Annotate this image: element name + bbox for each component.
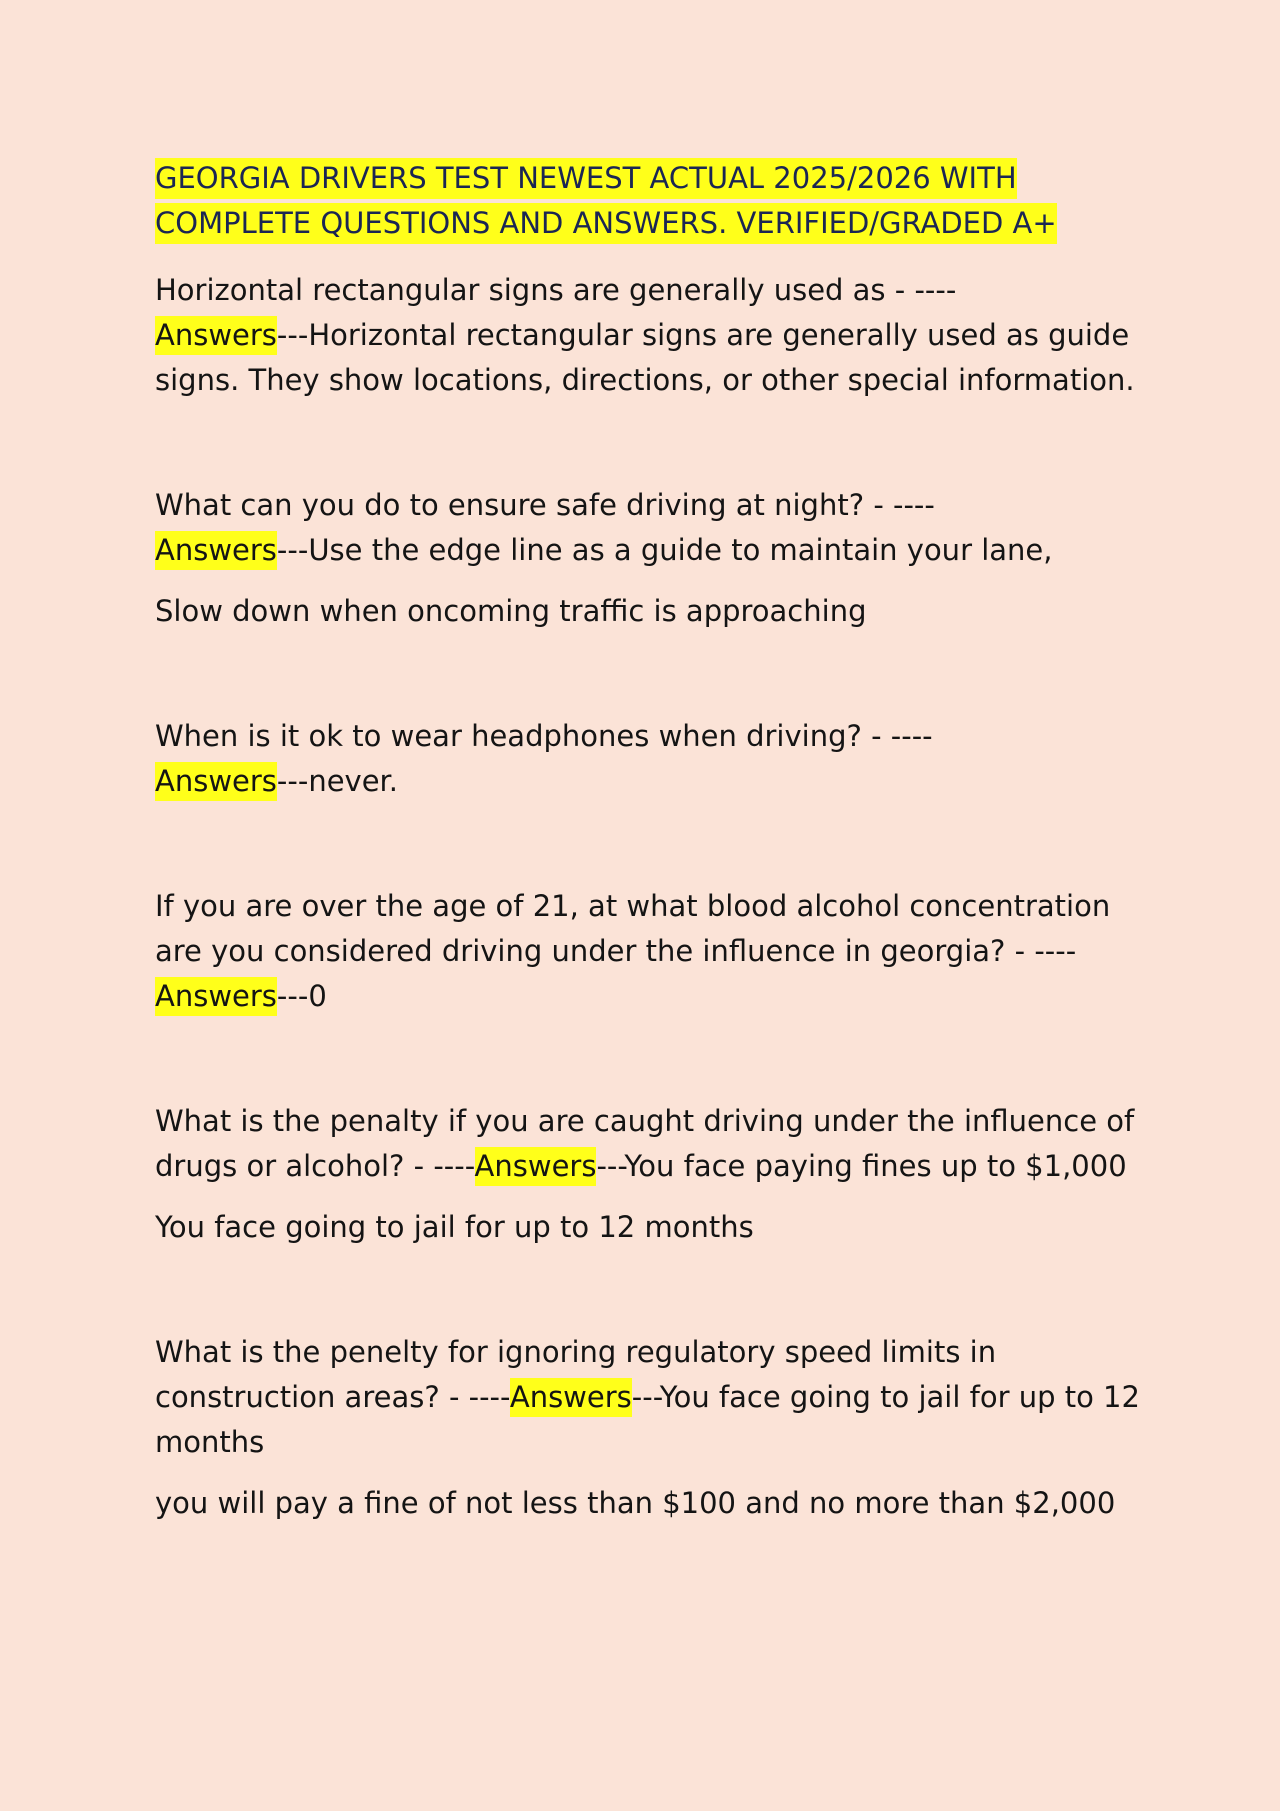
question-text: Horizontal rectangular signs are generally used as - ----: [155, 273, 957, 307]
qa-extra-paragraph: you will pay a fine of not less than $100 and no more than $2,000: [155, 1486, 1116, 1520]
qa-item: [155, 714, 1145, 804]
answers-marker: Answers: [510, 1378, 632, 1417]
document-content: [155, 156, 1145, 1606]
question-text: What can you do to ensure safe driving at night? - ----: [155, 488, 935, 522]
question-text: What is the penelty for ignoring regulatory speed limits in construction areas? - ----: [155, 1335, 997, 1414]
title-line-1: GEORGIA DRIVERS TEST NEWEST ACTUAL 2025/2026 WITH: [155, 158, 1017, 199]
document-title: [155, 156, 1145, 246]
answers-marker: Answers: [155, 762, 277, 801]
qa-item: [155, 1330, 1145, 1526]
qa-item: [155, 884, 1145, 1019]
answer-text: ---Use the edge line as a guide to maintain your lane,: [276, 533, 1053, 567]
qa-extra-paragraph: You face going to jail for up to 12 months: [155, 1210, 754, 1244]
answers-marker: Answers: [155, 531, 277, 570]
qa-paragraph: [155, 483, 1145, 573]
qa-item: [155, 483, 1145, 634]
qa-paragraph: [155, 1330, 1145, 1465]
answer-text: ---never.: [276, 764, 399, 798]
qa-item: [155, 268, 1145, 403]
qa-paragraph: [155, 714, 1145, 804]
qa-paragraph: [155, 1099, 1145, 1189]
title-line-2: COMPLETE QUESTIONS AND ANSWERS. VERIFIED/GRADED A+: [155, 203, 1057, 244]
answer-text: ---You face going to jail for up to 12 months: [155, 1380, 1140, 1459]
question-text: When is it ok to wear headphones when driving? - ----: [155, 719, 933, 753]
question-text: What is the penalty if you are caught driving under the influence of drugs or alcohol? - ----: [155, 1104, 1135, 1183]
answer-text: ---0: [276, 979, 327, 1013]
qa-item: [155, 1099, 1145, 1250]
answers-marker: Answers: [155, 316, 277, 355]
qa-paragraph: [155, 884, 1145, 1019]
answers-marker: Answers: [475, 1147, 597, 1186]
answer-text: ---You face paying fines up to $1,000: [596, 1149, 1127, 1183]
answers-marker: Answers: [155, 977, 277, 1016]
question-text: If you are over the age of 21, at what blood alcohol concentration are you considered driving under the influence in georgia? - ----: [155, 889, 1111, 968]
qa-paragraph: [155, 268, 1145, 403]
answer-text: ---Horizontal rectangular signs are generally used as guide signs. They show locations, directions, or other special information.: [155, 318, 1135, 397]
qa-extra-paragraph: Slow down when oncoming traffic is approaching: [155, 594, 867, 628]
